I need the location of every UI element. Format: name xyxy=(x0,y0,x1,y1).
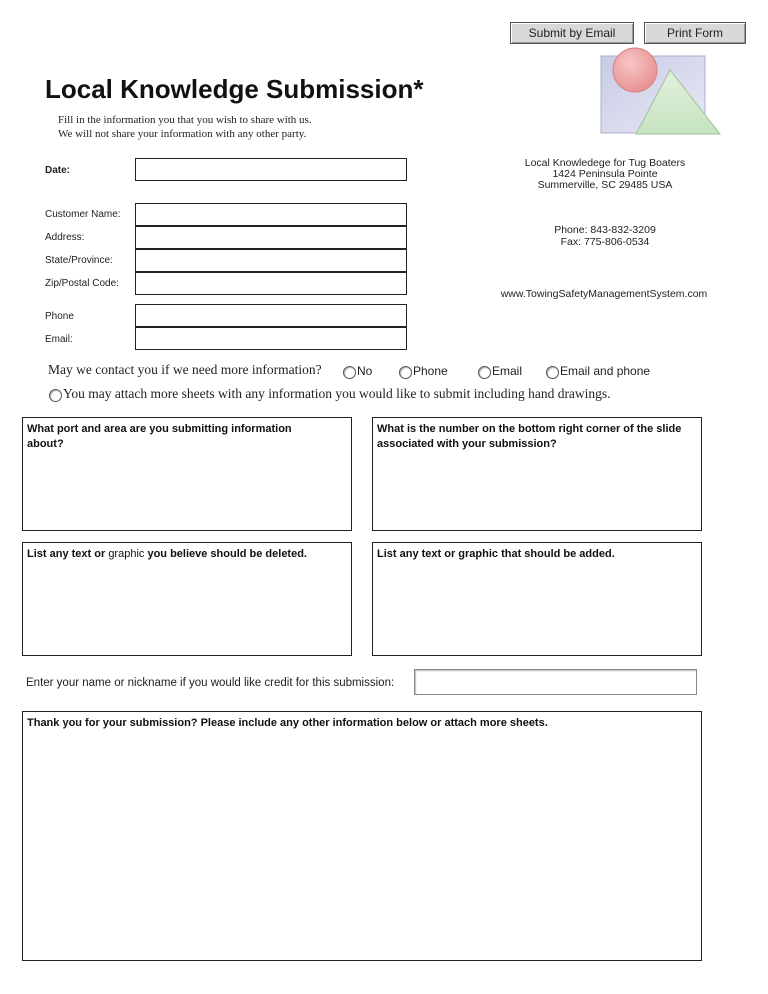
org-website: www.TowingSafetyManagementSystem.com xyxy=(500,288,708,300)
port-area-box[interactable] xyxy=(22,417,352,531)
email-field[interactable] xyxy=(135,327,407,350)
credit-name-field[interactable] xyxy=(414,669,697,695)
submit-by-email-button[interactable]: Submit by Email xyxy=(510,22,634,44)
zip-label: Zip/Postal Code: xyxy=(45,278,119,289)
added-text-question: List any text or graphic that should be added. xyxy=(377,548,615,560)
radio-no[interactable] xyxy=(343,366,356,379)
radio-no-label: No xyxy=(357,364,373,378)
org-phone: Phone: 843-832-3209 xyxy=(554,224,656,236)
email-label: Email: xyxy=(45,334,73,345)
radio-phone-label: Phone xyxy=(413,364,448,378)
logo-graphic xyxy=(598,46,724,136)
phone-field[interactable] xyxy=(135,304,407,327)
zip-field[interactable] xyxy=(135,272,407,295)
radio-email-and-phone-label: Email and phone xyxy=(560,364,651,378)
page-title: Local Knowledge Submission* xyxy=(45,74,424,104)
customer-name-field[interactable] xyxy=(135,203,407,226)
attach-note: You may attach more sheets with any information you would like to submit including hand drawings. xyxy=(63,386,611,401)
org-city: Summerville, SC 29485 USA xyxy=(537,179,673,191)
thanks-text: Thank you for your submission? Please include any other information below or attach more sheets. xyxy=(27,717,548,729)
customer-name-label: Customer Name: xyxy=(45,209,121,220)
radio-attach[interactable] xyxy=(49,389,62,402)
date-field[interactable] xyxy=(135,158,407,181)
state-label: State/Province: xyxy=(45,255,113,266)
deleted-text-question: List any text or graphic you believe should be deleted. xyxy=(27,548,307,560)
phone-label: Phone xyxy=(45,311,74,322)
org-street: 1424 Peninsula Pointe xyxy=(552,168,658,180)
additional-info-box[interactable] xyxy=(22,711,702,961)
radio-email[interactable] xyxy=(478,366,491,379)
intro-line-1: Fill in the information you that you wish to share with us. xyxy=(58,114,312,126)
address-field[interactable] xyxy=(135,226,407,249)
radio-email-and-phone[interactable] xyxy=(546,366,559,379)
slide-number-box[interactable] xyxy=(372,417,702,531)
deleted-text-box[interactable] xyxy=(22,542,352,656)
print-form-button[interactable]: Print Form xyxy=(644,22,746,44)
org-name: Local Knowledege for Tug Boaters xyxy=(524,157,686,169)
contact-question: May we contact you if we need more information? xyxy=(48,362,322,377)
radio-phone[interactable] xyxy=(399,366,412,379)
slide-number-question: What is the number on the bottom right corner of the slide associated with your submission? xyxy=(377,423,682,450)
date-label: Date: xyxy=(45,165,71,176)
address-label: Address: xyxy=(45,232,85,243)
added-text-box[interactable] xyxy=(372,542,702,656)
credit-label: Enter your name or nickname if you would like credit for this submission: xyxy=(26,677,395,689)
intro-line-2: We will not share your information with any other party. xyxy=(58,128,307,140)
state-field[interactable] xyxy=(135,249,407,272)
org-fax: Fax: 775-806-0534 xyxy=(560,236,650,248)
port-area-question: What port and area are you submitting information about? xyxy=(27,423,292,450)
radio-email-label: Email xyxy=(492,364,523,378)
